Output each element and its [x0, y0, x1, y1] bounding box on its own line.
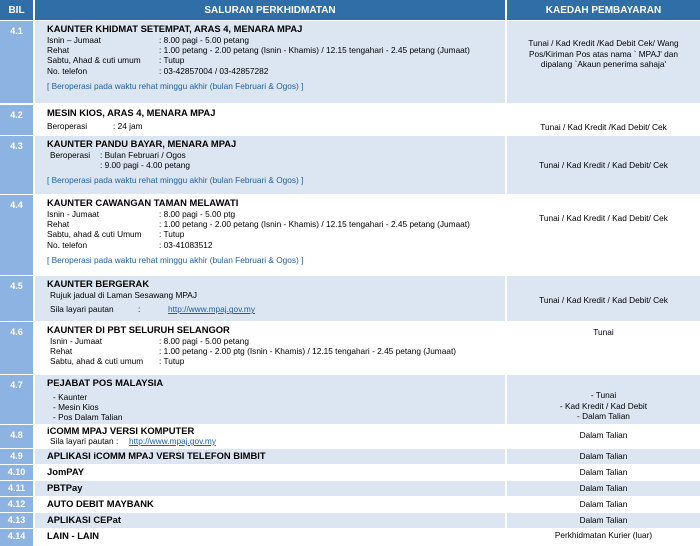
detail-value: : 8.00 pagi - 5.00 petang	[159, 336, 249, 346]
row-number: 4.13	[0, 513, 33, 528]
service-cell	[35, 276, 505, 321]
payment-cell	[507, 529, 700, 546]
row-number: 4.6	[0, 322, 33, 374]
table-row	[0, 21, 700, 103]
detail-value: : 9.00 pagi - 4.00 petang	[100, 160, 190, 171]
payment-cell	[507, 513, 700, 528]
table-row	[0, 194, 700, 275]
payment-cell	[507, 322, 700, 374]
row-number: 4.9	[0, 449, 33, 464]
service-cell	[35, 465, 505, 480]
payment-cell	[507, 449, 700, 464]
payment-line: Dalam Talian	[579, 430, 628, 440]
service-cell	[35, 529, 505, 546]
detail-line	[47, 55, 505, 65]
row-number: 4.4	[0, 195, 33, 275]
table-row	[0, 104, 700, 135]
detail-value: : 1.00 petang - 2.00 petang (Isnin - Khamis) / 12.15 tengahari - 2.45 petang (Jumaat)	[159, 45, 470, 56]
table-row	[0, 275, 700, 321]
rest-time-note: [ Beroperasi pada waktu rehat minggu akhir (bulan Februari & Ogos) ]	[47, 80, 304, 91]
payment-line: Dalam Talian	[579, 499, 628, 509]
detail-label: Isnin – Jumaat	[47, 35, 101, 45]
detail-line	[47, 356, 505, 366]
detail-label: Rehat	[50, 346, 73, 357]
detail-value: : 1.00 petang - 2.00 petang (Isnin - Khamis) / 12.15 tengahari - 2.45 petang (Jumaat)	[159, 219, 470, 230]
row-number: 4.3	[0, 136, 33, 194]
detail-line	[47, 45, 505, 55]
service-title: JomPAY	[47, 466, 84, 477]
row-number: 4.5	[0, 276, 33, 321]
detail-line	[47, 240, 505, 250]
service-cell	[35, 449, 505, 464]
service-title: iCOMM MPAJ VERSI KOMPUTER	[47, 425, 195, 436]
detail-label: No. telefon	[47, 65, 88, 76]
detail-value: : Tutup	[159, 356, 185, 367]
table-row	[0, 321, 700, 374]
header-bil: BIL	[0, 0, 33, 20]
service-title: KAUNTER BERGERAK	[47, 278, 150, 289]
detail-label: Beroperasi	[47, 121, 88, 131]
detail-label: Rehat	[47, 45, 70, 56]
link-colon: :	[138, 304, 141, 315]
payment-cell	[507, 195, 700, 275]
list-item: - Pos Dalam Talian	[53, 412, 123, 423]
link-label: Sila layari pautan	[50, 304, 114, 315]
service-title: KAUNTER DI PBT SELURUH SELANGOR	[47, 324, 230, 335]
detail-value: : Tutup	[159, 55, 185, 66]
detail-label: No. telefon	[47, 239, 88, 250]
payment-line: Dalam Talian	[579, 467, 628, 477]
detail-line	[47, 346, 505, 356]
header-service: SALURAN PERKHIDMATAN	[35, 0, 505, 20]
table-row	[0, 448, 700, 464]
detail-value: : 8.00 pagi - 5.00 ptg	[159, 209, 236, 219]
service-title: APLIKASI CEPat	[47, 514, 121, 525]
payment-line: Tunai / Kad Kredit /Kad Debit Cek/ Wang	[528, 38, 679, 48]
detail-line	[47, 35, 505, 45]
payment-line: Dalam Talian	[579, 451, 628, 461]
table-row	[0, 424, 700, 448]
detail-label: Isnin - Jumaat	[50, 336, 103, 346]
detail-line	[47, 209, 505, 219]
service-cell	[35, 21, 505, 103]
payment-line: Tunai / Kad Kredit / Kad Debit/ Cek	[539, 213, 668, 223]
payment-line: Pos/Kiriman Pos atas nama ` MPAJ' dan	[529, 48, 678, 59]
payment-line: Perkhidmatan Kurier (luar)	[554, 530, 653, 540]
table-row	[0, 480, 700, 496]
payment-line: dipalang `Akaun penerima sahaja'	[540, 59, 667, 69]
list-item: - Kaunter	[53, 392, 88, 402]
detail-label: Sabtu, Ahad & cuti umum	[47, 55, 141, 66]
table-row	[0, 135, 700, 194]
payment-line: - Kad Kredit / Kad Debit	[559, 400, 648, 411]
payment-cell	[507, 276, 700, 321]
payment-cell	[507, 425, 700, 448]
service-cell	[35, 513, 505, 528]
detail-value: : 24 jam	[113, 121, 143, 131]
payment-line: - Tunai	[590, 390, 617, 400]
detail-line	[47, 336, 505, 346]
payment-cell	[507, 21, 700, 103]
payment-cell	[507, 105, 700, 135]
payment-line: Tunai	[593, 327, 614, 337]
table-row	[0, 496, 700, 512]
detail-label: Sabtu, ahad & cuti umum	[50, 356, 144, 367]
rest-time-note: [ Beroperasi pada waktu rehat minggu akhir (bulan Februari & Ogos) ]	[47, 254, 304, 265]
payment-cell	[507, 465, 700, 480]
service-title: KAUNTER CAWANGAN TAMAN MELAWATI	[47, 197, 239, 208]
mpaj-website-link[interactable]: http://www.mpaj.gov.my	[129, 436, 216, 446]
service-title: MESIN KIOS, ARAS 4, MENARA MPAJ	[47, 107, 216, 118]
mpaj-website-link[interactable]: http://www.mpaj.gov.my	[168, 304, 255, 315]
detail-label: Isnin - Jumaat	[47, 209, 100, 219]
row-number: 4.14	[0, 529, 33, 546]
detail-label: Beroperasi	[50, 150, 91, 160]
service-title: KAUNTER PANDU BAYAR, MENARA MPAJ	[47, 138, 237, 149]
row-number: 4.12	[0, 497, 33, 512]
table-row	[0, 528, 700, 546]
detail-line	[47, 219, 505, 229]
payment-line: - Dalam Talian	[577, 411, 630, 421]
table-row	[0, 374, 700, 424]
detail-line: Rujuk jadual di Laman Sesawang MPAJ	[50, 290, 197, 300]
list-item: - Mesin Kios	[53, 402, 99, 413]
detail-line	[47, 304, 505, 314]
detail-line	[47, 436, 505, 446]
service-cell	[35, 425, 505, 448]
rest-time-note: [ Beroperasi pada waktu rehat minggu akhir (bulan Februari & Ogos) ]	[47, 175, 304, 186]
payment-line: Tunai / Kad Kredit / Kad Debit/ Cek	[539, 160, 668, 170]
link-label: Sila layari pautan :	[50, 436, 119, 446]
row-number: 4.1	[0, 21, 33, 103]
detail-value: : 03-41083512	[159, 239, 213, 250]
row-number: 4.10	[0, 465, 33, 480]
row-number: 4.8	[0, 425, 33, 448]
detail-value: : Tutup	[159, 229, 185, 240]
payment-cell	[507, 375, 700, 424]
payment-line: Tunai / Kad Kredit /Kad Debit/ Cek	[540, 122, 667, 132]
service-cell	[35, 481, 505, 496]
table-row	[0, 512, 700, 528]
service-title: APLIKASI iCOMM MPAJ VERSI TELEFON BIMBIT	[47, 450, 266, 461]
detail-value: : Bulan Februari / Ogos	[100, 150, 186, 160]
payment-line: Tunai / Kad Kredit / Kad Debit/ Cek	[539, 295, 668, 305]
service-cell	[35, 497, 505, 512]
service-cell	[35, 136, 505, 194]
payment-line: Dalam Talian	[579, 483, 628, 493]
service-title: PEJABAT POS MALAYSIA	[47, 377, 164, 388]
service-cell	[35, 322, 505, 374]
service-title: AUTO DEBIT MAYBANK	[47, 498, 154, 509]
payment-line: Dalam Talian	[579, 515, 628, 525]
detail-line	[47, 160, 505, 170]
detail-line	[47, 66, 505, 76]
row-number: 4.7	[0, 375, 33, 424]
row-number: 4.2	[0, 105, 33, 135]
detail-line	[47, 121, 505, 131]
service-title: LAIN - LAIN	[47, 530, 100, 541]
table-row	[0, 464, 700, 480]
detail-value: : 03-42857004 / 03-42857282	[159, 65, 269, 76]
service-title: PBTPay	[47, 482, 83, 493]
detail-label: Sabtu, ahad & cuti Umum	[47, 229, 142, 240]
detail-label: Rehat	[47, 219, 70, 230]
payment-cell	[507, 497, 700, 512]
payment-cell	[507, 136, 700, 194]
payment-cell	[507, 481, 700, 496]
detail-line	[47, 229, 505, 239]
service-cell	[35, 105, 505, 135]
header-payment: KAEDAH PEMBAYARAN	[507, 0, 700, 20]
detail-value: : 8.00 pagi - 5.00 petang	[159, 35, 249, 45]
row-number: 4.11	[0, 481, 33, 496]
detail-line	[47, 150, 505, 160]
service-cell	[35, 375, 505, 424]
service-cell	[35, 195, 505, 275]
detail-value: : 1.00 petang - 2.00 ptg (Isnin - Khamis) / 12.15 tengahari - 2.45 petang (Jumaat)	[159, 346, 457, 357]
service-title: KAUNTER KHIDMAT SETEMPAT, ARAS 4, MENARA MPAJ	[47, 23, 303, 34]
